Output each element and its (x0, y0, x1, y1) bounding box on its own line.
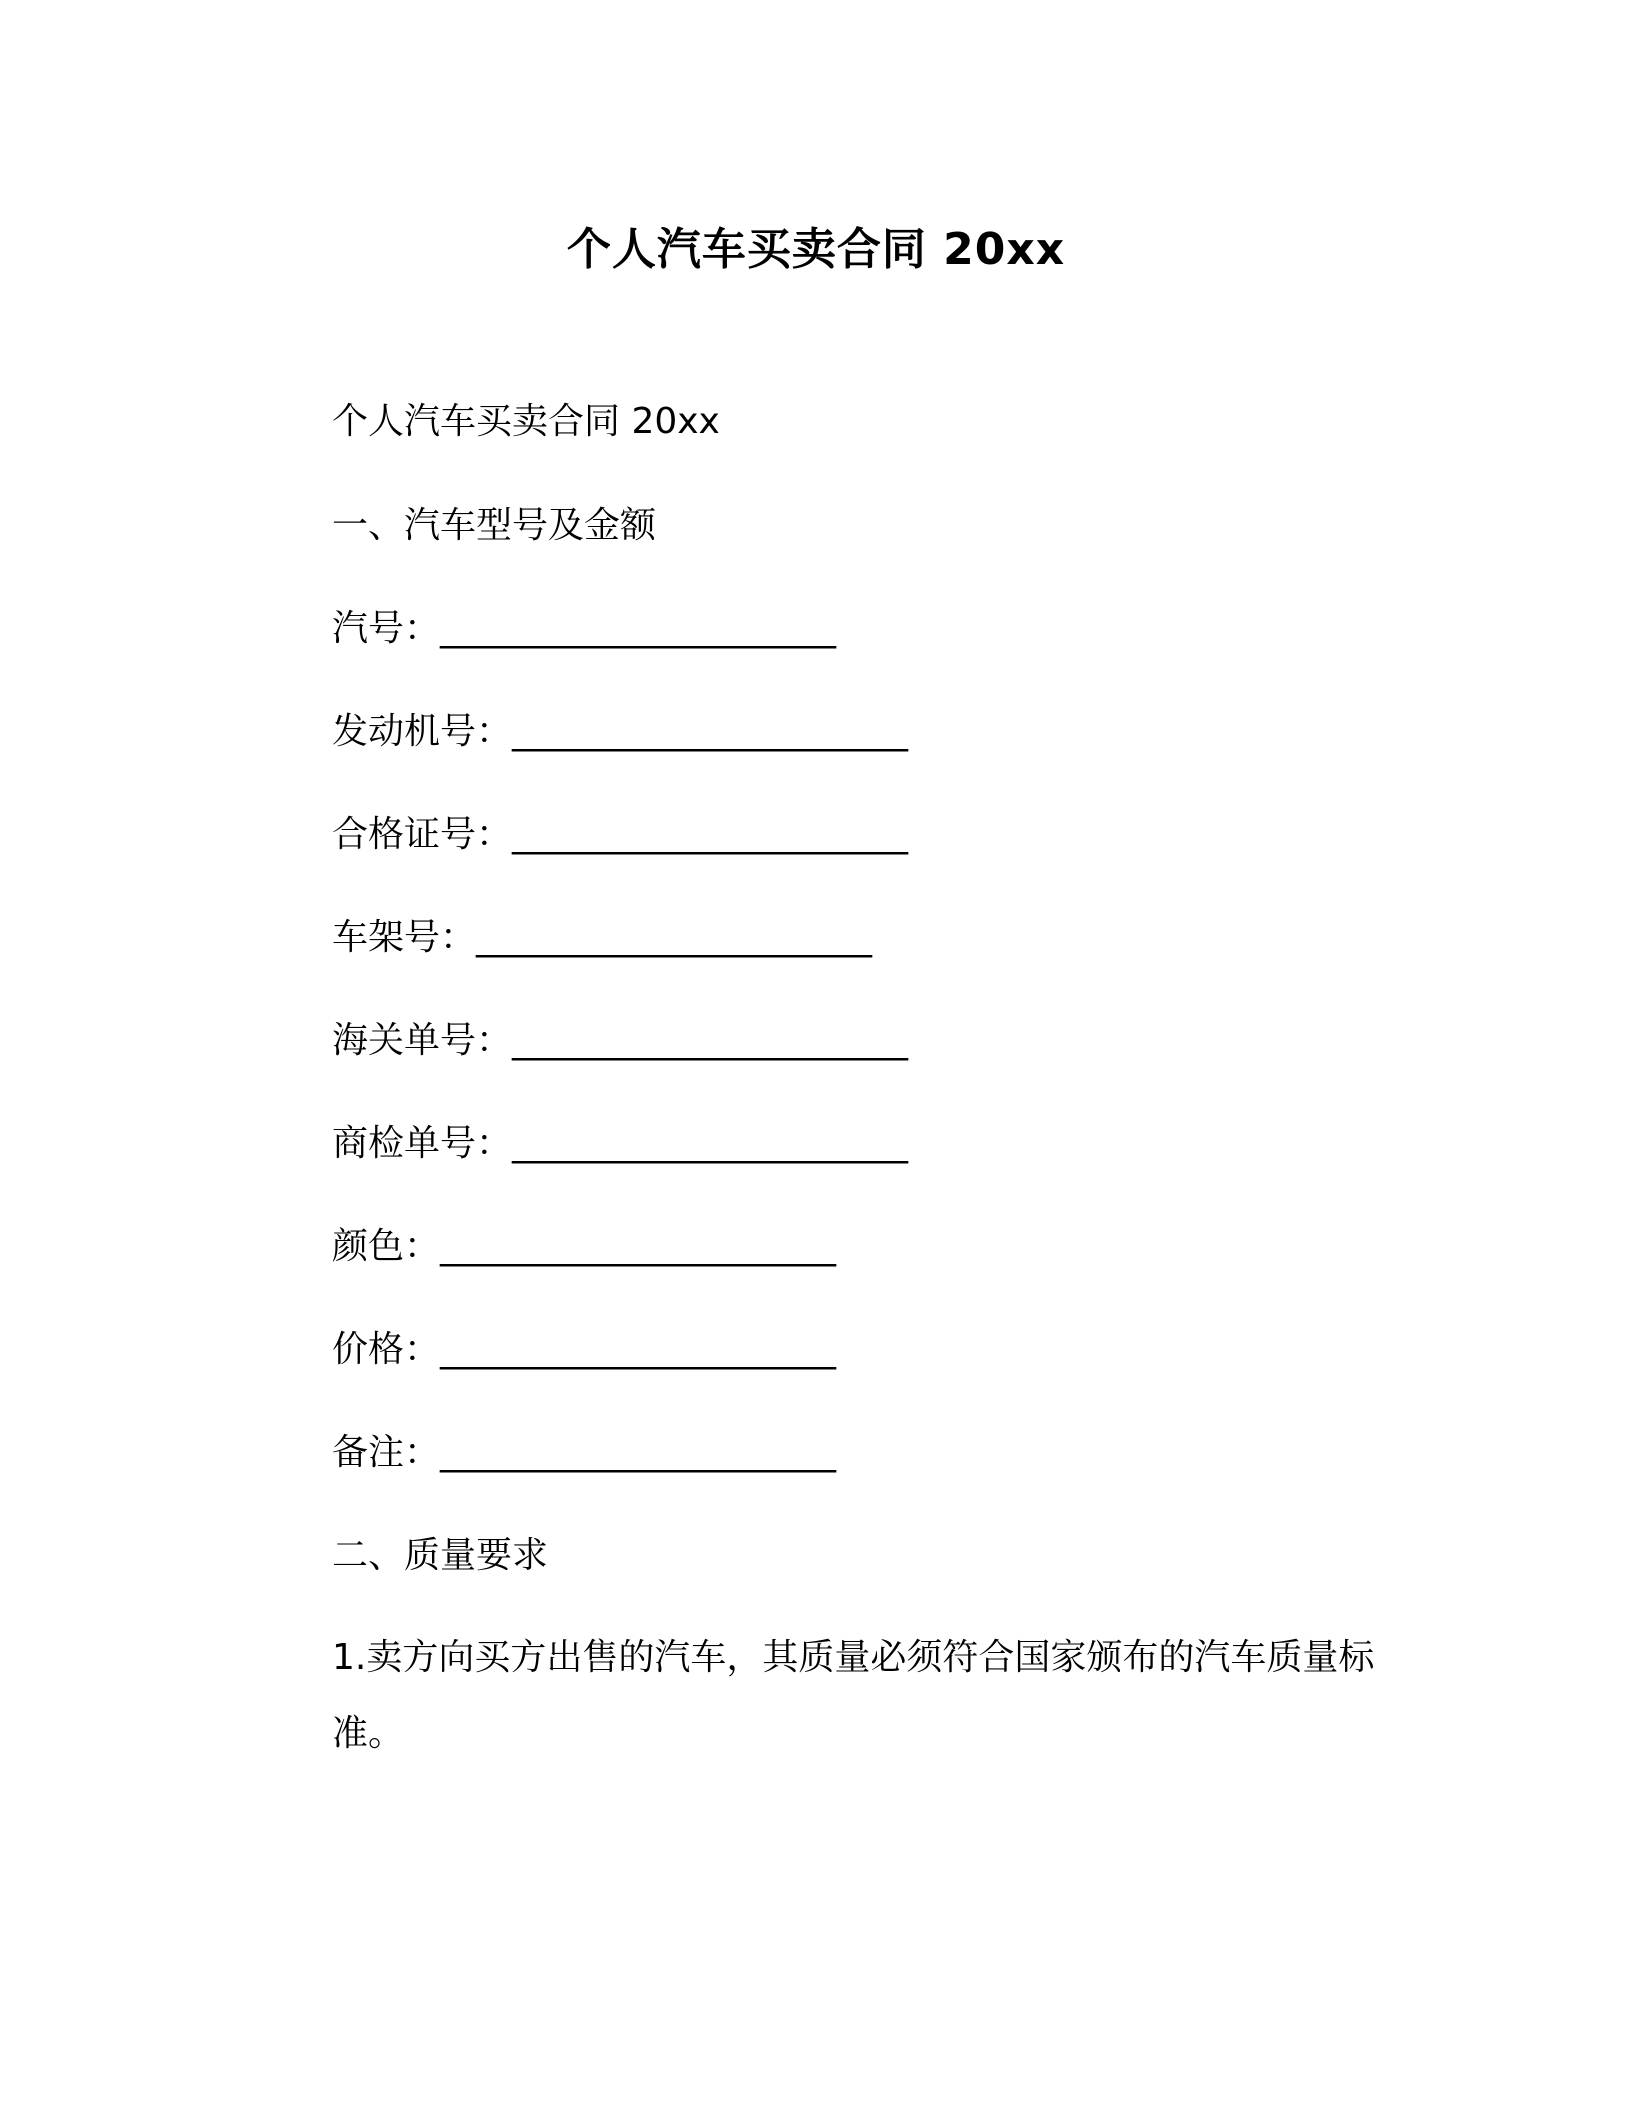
field-remarks (332, 1429, 836, 1477)
contract-subtitle: 个人汽车买卖合同 20xx (332, 401, 720, 442)
field-label: 备注： (332, 1432, 441, 1473)
field-label: 汽号： (332, 608, 441, 649)
field-blank: ______________________ (512, 1123, 909, 1164)
field-inspection-number (332, 1120, 908, 1168)
field-customs-number (332, 1017, 908, 1065)
field-label: 颜色： (332, 1226, 441, 1267)
field-price (332, 1326, 836, 1374)
field-blank: ______________________ (440, 608, 837, 649)
field-blank: ______________________ (512, 711, 909, 752)
clause-text: 1.卖方向买方出售的汽车，其质量必须符合国家颁布的汽车质量标准。 (332, 1637, 1375, 1754)
field-label: 海关单号： (332, 1020, 513, 1061)
field-label: 合格证号： (332, 814, 513, 855)
section-heading-quality: 二、质量要求 (332, 1535, 549, 1576)
field-label: 商检单号： (332, 1123, 513, 1164)
field-label: 发动机号： (332, 711, 513, 752)
field-blank: ______________________ (440, 1432, 837, 1473)
field-vehicle-number (332, 605, 836, 653)
field-label: 车架号： (332, 917, 477, 958)
field-blank: ______________________ (476, 917, 873, 958)
clause-paragraph (240, 1620, 1400, 1772)
field-blank: ______________________ (512, 1020, 909, 1061)
field-color (332, 1223, 836, 1271)
document-title: 个人汽车买卖合同 20xx (566, 224, 1066, 275)
field-engine-number (332, 708, 908, 756)
field-frame-number (332, 914, 872, 962)
field-certificate-number (332, 811, 908, 859)
section-heading-model-amount: 一、汽车型号及金额 (332, 505, 657, 546)
field-blank: ______________________ (440, 1329, 837, 1370)
field-blank: ______________________ (440, 1226, 837, 1267)
field-blank: ______________________ (512, 814, 909, 855)
field-label: 价格： (332, 1329, 441, 1370)
